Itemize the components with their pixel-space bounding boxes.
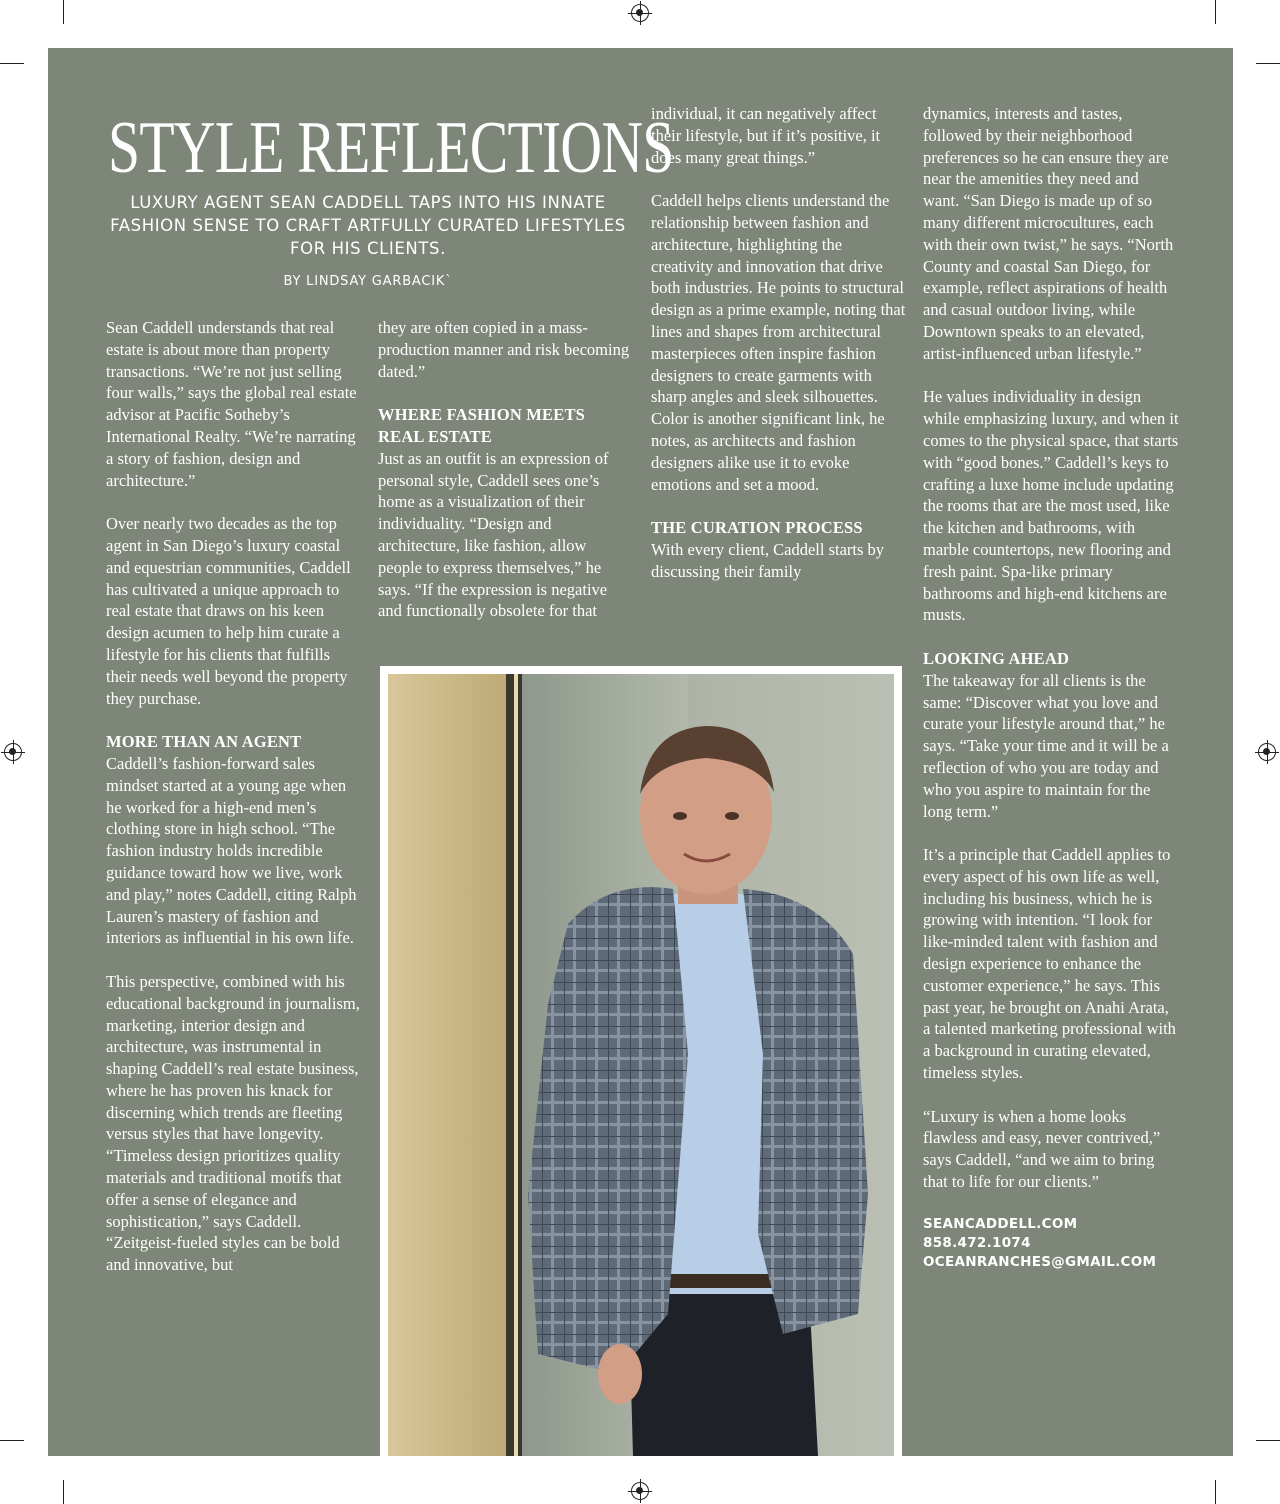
portrait-photo-frame xyxy=(380,666,902,1456)
crop-mark xyxy=(63,0,64,24)
registration-mark-icon xyxy=(631,4,649,22)
column-2 xyxy=(378,317,634,644)
paragraph: individual, it can negatively affect their lifestyle, but if it’s positive, it does many great things.” xyxy=(651,104,881,167)
registration-mark-icon xyxy=(631,1482,649,1500)
paragraph: Just as an outfit is an expression of personal style, Caddell sees one’s home as a visualization of their individuality. “Design and architecture, like fashion, allow people to express themselves,” he says. “If the expression is negative and functionally obsolete for that xyxy=(378,448,609,621)
section-heading: THE CURATION PROCESS xyxy=(651,518,863,538)
contact-block xyxy=(923,1215,1179,1272)
crop-mark xyxy=(1256,1440,1280,1441)
crop-mark xyxy=(0,63,24,64)
paragraph: dynamics, interests and tastes, followed by their neighborhood preferences so he can ensure they are near the amenities they need and want. “San Diego is made up of so many different microcultures, each with their own twist,” he says. “North County and coastal San Diego, for example, reflect aspirations of health and casual outdoor living, while Downtown speaks to an elevated, artist-influenced urban lifestyle.” xyxy=(923,104,1174,363)
article-byline: BY LINDSAY GARBACIK` xyxy=(283,274,453,289)
contact-website[interactable]: SEANCADDELL.COM xyxy=(923,1215,1078,1232)
contact-email[interactable]: OCEANRANCHES@GMAIL.COM xyxy=(923,1253,1157,1270)
article-panel xyxy=(48,48,1233,1456)
paragraph: Caddell helps clients understand the relationship between fashion and architecture, highlighting the creativity and innovation that drive both industries. He points to structural design as a prime example, noting that lines and shapes from architectural masterpieces often inspire fashion designers to create garments with sharp angles and sleek silhouettes. Color is another significant link, he notes, as architects and fashion designers alike use it to evoke emotions and set a mood. xyxy=(651,191,906,494)
registration-mark-icon xyxy=(4,743,22,761)
crop-mark xyxy=(63,1480,64,1504)
article-deck: LUXURY AGENT SEAN CADDELL TAPS INTO HIS INNATE FASHION SENSE TO CRAFT ARTFULLY CURATED LIFESTYLES FOR HIS CLIENTS. xyxy=(110,193,626,258)
column-4 xyxy=(923,103,1179,1272)
paragraph: He values individuality in design while emphasizing luxury, and when it comes to the physical space, that starts with “good bones.” Caddell’s keys to crafting a luxe home include updating the rooms that are the most used, like the kitchen and bathrooms, with marble countertops, new flooring and fresh paint. Spa-like primary bathrooms and high-end kitchens are musts. xyxy=(923,387,1179,625)
paragraph: With every client, Caddell starts by discussing their family xyxy=(651,539,885,581)
crop-mark xyxy=(1256,63,1280,64)
section-heading: LOOKING AHEAD xyxy=(923,648,1070,668)
column-3 xyxy=(651,103,907,604)
crop-mark xyxy=(1215,1480,1216,1504)
article-title: STYLE REFLECTIONS xyxy=(108,107,674,189)
paragraph: they are often copied in a mass-production manner and risk becoming dated.” xyxy=(378,318,630,381)
crop-mark xyxy=(1215,0,1216,24)
portrait-photo xyxy=(388,674,894,1456)
paragraph: Sean Caddell understands that real estate is about more than property transactions. “We’re not just selling four walls,” says the global real estate advisor at Pacific Sotheby’s International Realty. “We’re narrating a story of fashion, design and architecture.” xyxy=(106,318,357,490)
paragraph: Over nearly two decades as the top agent in San Diego’s luxury coastal and equestrian communities, Caddell has cultivated a unique approach to real estate that draws on his keen design acumen to help him curate a lifestyle for his clients that fulfills their needs well beyond the property they purchase. xyxy=(106,514,351,708)
section-heading: MORE THAN AN AGENT xyxy=(106,732,302,752)
column-1 xyxy=(106,317,362,1298)
paragraph: This perspective, combined with his educational background in journalism, marketing, interior design and architecture, was instrumental in shaping Caddell’s real estate business, where he has proven his knack for discerning which trends are fleeting versus styles that have longevity. “Timeless design prioritizes quality materials and traditional motifs that offer a sense of elegance and sophistication,” says Caddell. “Zeitgeist-fueled styles can be bold and innovative, but xyxy=(106,971,360,1275)
crop-mark xyxy=(0,1440,24,1441)
contact-phone[interactable]: 858.472.1074 xyxy=(923,1234,1031,1251)
section-heading: WHERE FASHION MEETS REAL ESTATE xyxy=(378,405,586,446)
paragraph: It’s a principle that Caddell applies to every aspect of his own life as well, including his business, which he is growing with intention. “I look for like-minded talent with fashion and design experience to enhance the customer experience,” he says. This past year, he brought on Anahi Arata, a talented marketing professional with a background in curating elevated, timeless styles. xyxy=(923,845,1176,1083)
paragraph: Caddell’s fashion-forward sales mindset started at a young age when he worked for a high-end men’s clothing store in high school. “The fashion industry holds incredible guidance toward how we live, work and play,” notes Caddell, citing Ralph Lauren’s mastery of fashion and interiors as influential in his own life. xyxy=(106,753,357,948)
paragraph: “Luxury is when a home looks flawless and easy, never contrived,” says Caddell, “and we aim to bring that to life for our clients.” xyxy=(923,1106,1161,1192)
paragraph: The takeaway for all clients is the same: “Discover what you love and curate your lifestyle around that,” he says. “Take your time and it will be a reflection of who you are today and who you aspire to maintain for the long term.” xyxy=(923,670,1169,821)
registration-mark-icon xyxy=(1258,743,1276,761)
